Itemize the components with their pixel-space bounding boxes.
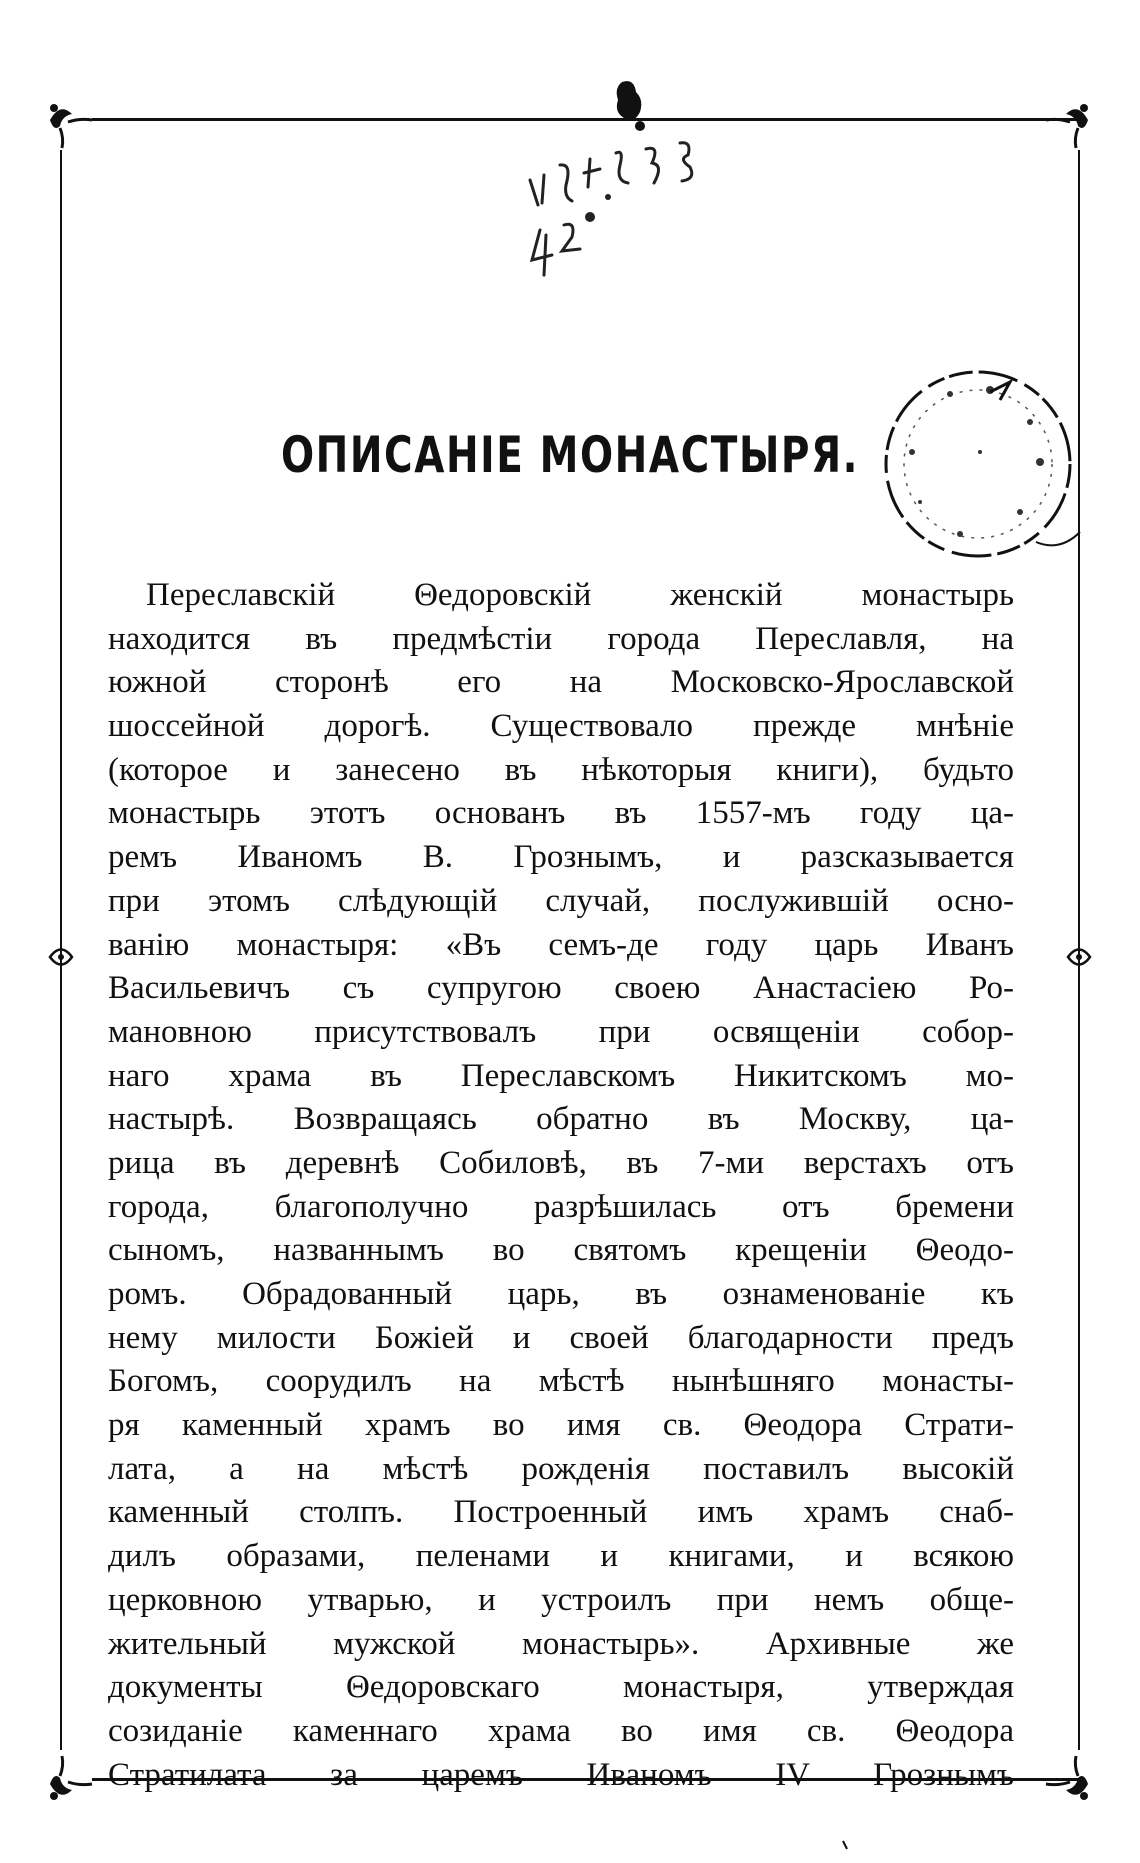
text-line: монастырь этотъ основанъ въ 1557-мъ году ца-: [108, 795, 1014, 832]
stray-mark: [842, 1840, 848, 1850]
body-paragraph: [108, 574, 1014, 1797]
text-line: мановною присутствовалъ при освященіи собор-: [108, 1013, 1014, 1050]
corner-ornament-bottom-right: [1038, 1752, 1098, 1812]
text-line: южной сторонѣ его на Московско-Ярославской: [108, 664, 1014, 701]
text-line: Богомъ, соорудилъ на мѣстѣ нынѣшняго монасты-: [108, 1363, 1014, 1400]
text-line: Переславскій Θедоровскій женскій монастырь: [146, 577, 1014, 613]
text-line: каменный столпъ. Построенный имъ храмъ снаб-: [108, 1494, 1014, 1531]
page-title: ОПИСАНІЕ МОНАСТЫРЯ.: [280, 426, 860, 484]
text-line: Стратилата за царемъ Иваномъ IV Грознымъ: [108, 1756, 1014, 1793]
corner-ornament-top-right: [1038, 92, 1098, 152]
text-line: (которое и занесено въ нѣкоторыя книги), будьто: [108, 751, 1014, 788]
text-line: при этомъ слѣдующій случай, послужившій осно-: [108, 882, 1014, 919]
top-border-rule: [92, 118, 1084, 121]
text-line: нему милости Божіей и своей благодарности предъ: [108, 1319, 1014, 1356]
text-line: настырѣ. Возвращаясь обратно въ Москву, ца-: [108, 1101, 1014, 1138]
text-line: сыномъ, названнымъ во святомъ крещеніи Θеодо-: [108, 1232, 1014, 1269]
text-line: наго храма въ Переславскомъ Никитскомъ мо-: [108, 1057, 1014, 1094]
side-ornament-left: [46, 932, 76, 982]
corner-ornament-top-left: [40, 92, 100, 152]
text-line: города, благополучно разрѣшилась отъ бремени: [108, 1188, 1014, 1225]
text-line: ванію монастыря: «Въ семъ-де году царь Иванъ: [108, 926, 1014, 963]
text-line: церковною утварью, и устроилъ при немъ обще-: [108, 1581, 1014, 1618]
text-line: дилъ образами, пеленами и книгами, и всякою: [108, 1538, 1014, 1575]
corner-ornament-bottom-left: [40, 1752, 100, 1812]
text-line: находится въ предмѣстіи города Переславля, на: [108, 620, 1014, 657]
handwritten-accession-number: [520, 125, 710, 285]
text-line: ря каменный храмъ во имя св. Θеодора Страти-: [108, 1407, 1014, 1444]
side-ornament-right: [1064, 932, 1094, 982]
text-line: рица въ деревнѣ Собиловѣ, въ 7-ми верстахъ отъ: [108, 1144, 1014, 1181]
text-line: созиданіе каменнаго храма во имя св. Θеодора: [108, 1712, 1014, 1749]
text-line: лата, а на мѣстѣ рожденія поставилъ высокій: [108, 1450, 1014, 1487]
text-line: шоссейной дорогѣ. Существовало прежде мнѣніе: [108, 708, 1014, 745]
text-line: документы Θедоровскаго монастыря, утверждая: [108, 1669, 1014, 1706]
text-line: ромъ. Обрадованный царь, въ ознаменованіе къ: [108, 1276, 1014, 1312]
text-line: ремъ Иваномъ В. Грознымъ, и разсказывается: [108, 839, 1014, 876]
text-line: жительный мужской монастырь». Архивные же: [108, 1625, 1014, 1662]
text-line: Васильевичъ съ супругою своею Анастасіею Ро-: [108, 970, 1014, 1007]
